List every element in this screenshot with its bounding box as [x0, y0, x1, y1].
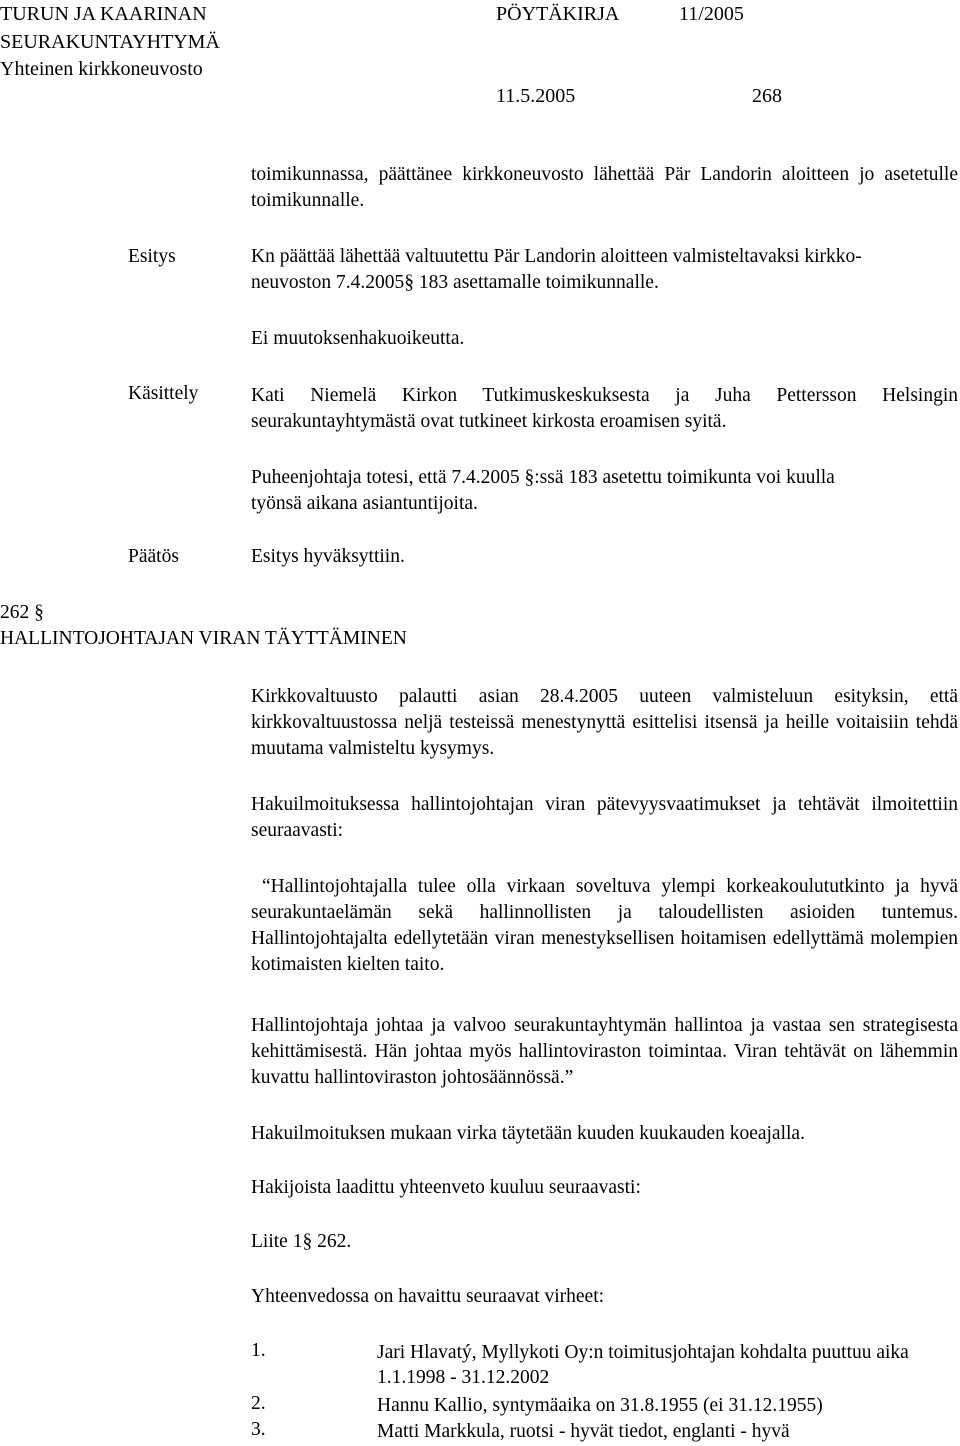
chair-note-line2: työnsä aikana asiantuntijoita.	[251, 493, 478, 514]
org-body-name: Yhteinen kirkkoneuvosto	[0, 58, 203, 80]
item-number: 262 §	[0, 602, 44, 623]
paragraph-4: Hakijoista laadittu yhteenveto kuuluu seuraavasti:	[251, 1177, 641, 1198]
paragraph-2: Hakuilmoituksessa hallintojohtajan viran pätevyysvaatimukset ja tehtävät ilmoitettiin seuraavasti:	[251, 794, 958, 841]
esitys-line1: Kn päättää lähettää valtuutettu Pär Landorin aloitteen valmisteltavaksi kirkko-	[251, 246, 862, 267]
list-item-number: 2.	[251, 1393, 266, 1414]
kasittely-label: Käsittely	[128, 383, 199, 404]
doc-number: 11/2005	[679, 3, 744, 25]
list-item: Matti Markkula, ruotsi - hyvät tiedot, englanti - hyvä	[377, 1421, 790, 1442]
org-name-line1: TURUN JA KAARINAN	[0, 3, 207, 25]
chair-note-line1: Puheenjohtaja totesi, että 7.4.2005 §:ssä 183 asetettu toimikunta voi kuulla	[251, 467, 835, 488]
list-item: Hannu Kallio, syntymäaika on 31.8.1955 (ei 31.12.1955)	[377, 1395, 823, 1416]
list-item: Jari Hlavatý, Myllykoti Oy:n toimitusjohtajan kohdalta puuttuu aika 1.1.1998 - 31.12.2002	[377, 1342, 909, 1388]
esitys-label: Esitys	[128, 246, 176, 267]
prev-continuation: toimikunnassa, päättänee kirkkoneuvosto lähettää Pär Landorin aloitteen jo asetetulle toimikunnalle.	[251, 164, 958, 211]
page-number: 268	[752, 85, 782, 107]
list-item-number: 3.	[251, 1419, 266, 1440]
paatos-text: Esitys hyväksyttiin.	[251, 546, 405, 567]
doc-type: PÖYTÄKIRJA	[496, 3, 620, 25]
paragraph-3: Hakuilmoituksen mukaan virka täytetään kuuden kuukauden koeajalla.	[251, 1123, 805, 1144]
kasittely-text: Kati Niemelä Kirkon Tutkimuskeskuksesta ja Juha Pettersson Helsingin seurakuntayhtymästä ovat tutkineet kirkosta eroamisen syitä.	[251, 385, 958, 432]
org-name-line2: SEURAKUNTAYHTYMÄ	[0, 31, 220, 53]
list-item-number: 1.	[251, 1340, 266, 1361]
quote-paragraph-1: “Hallintojohtajalla tulee olla virkaan soveltuva ylempi korkeakoulututkinto ja hyvä seurakuntaelämän sekä hallinnollisten ja taloudellisten asioiden tuntemus. Hallintojohtajalta edellytetään viran menestyksellisen hoitamisen edellyttämä molempien kotimaisten kielten taito.	[251, 876, 958, 975]
paragraph-1: Kirkkovaltuusto palautti asian 28.4.2005 uuteen valmisteluun esityksin, että kirkkovaltuustossa neljä testeissä menestynyttä esittelisi itsensä ja heille voitaisiin tehdä muutama valmisteltu kysymys.	[251, 686, 958, 759]
attachment-ref: Liite 1§ 262.	[251, 1231, 352, 1252]
section-sign: §	[302, 1231, 313, 1252]
paragraph-5: Yhteenvedossa on havaittu seuraavat virheet:	[251, 1286, 605, 1307]
section-sign: §	[404, 272, 415, 293]
no-appeal-note: Ei muutoksenhakuoikeutta.	[251, 328, 465, 349]
esitys-line2: neuvoston 7.4.2005§ 183 asettamalle toimikunnalle.	[251, 272, 659, 293]
item-title: HALLINTOJOHTAJAN VIRAN TÄYTTÄMINEN	[0, 628, 407, 649]
paatos-label: Päätös	[128, 546, 179, 567]
section-sign: §	[524, 467, 535, 488]
quote-paragraph-2: Hallintojohtaja johtaa ja valvoo seurakuntayhtymän hallintoa ja vastaa sen strategisesta kehittämisestä. Hän johtaa myös hallintoviraston toimintaa. Viran tehtävät on lähemmin kuvattu hallintoviraston johtosäännössä.”	[251, 1015, 958, 1088]
section-sign: §	[34, 602, 44, 623]
meeting-date: 11.5.2005	[496, 85, 576, 107]
